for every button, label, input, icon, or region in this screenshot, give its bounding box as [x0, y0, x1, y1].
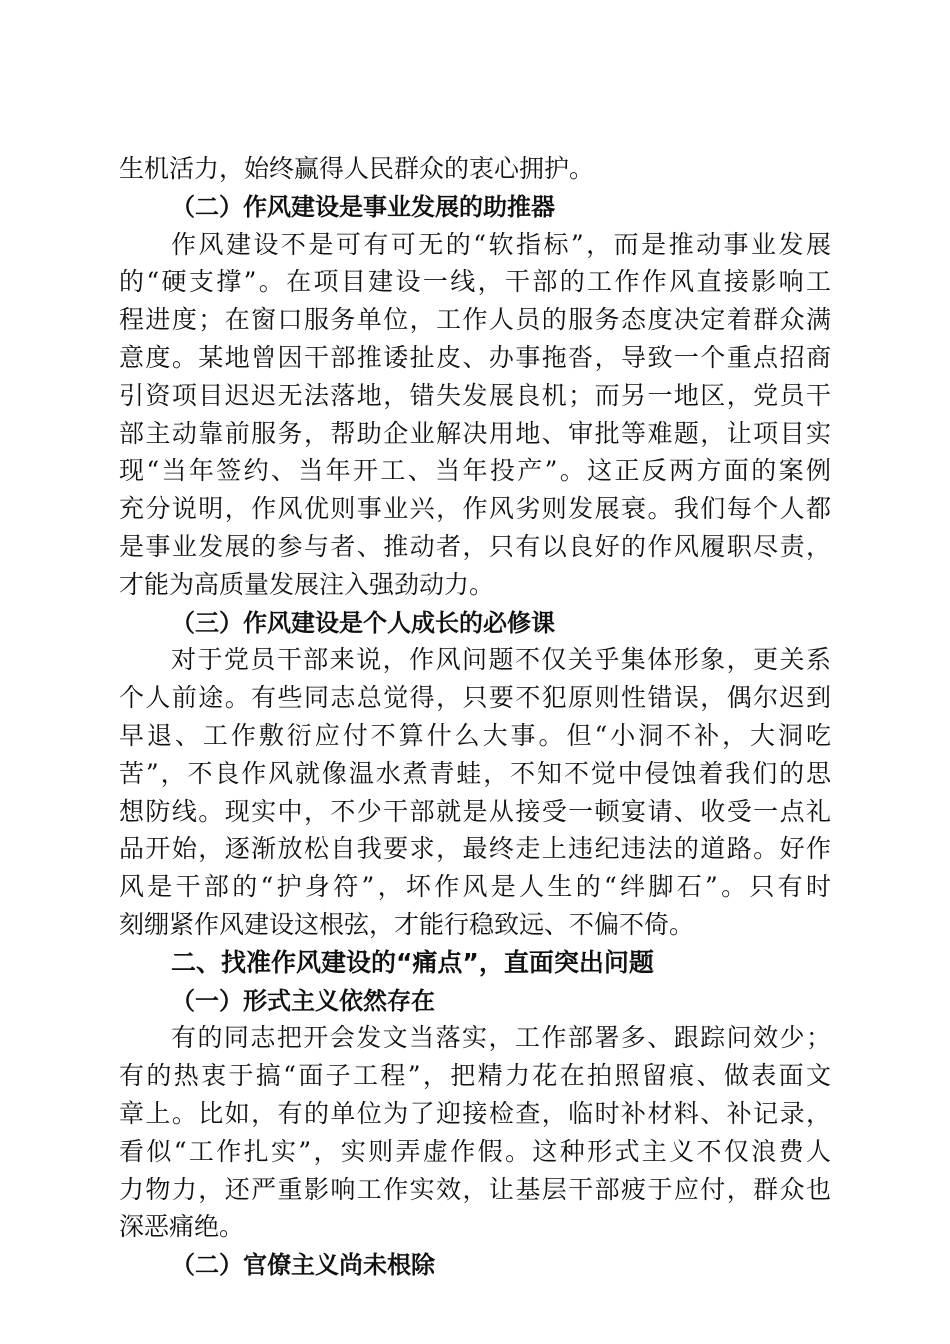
paragraph-first-line: 有的同志把开会发文当落实，工作部署多、跟踪问效少；	[171, 1023, 831, 1053]
paragraph-line: 充分说明，作风优则事业兴，作风劣则发展衰。我们每个人都	[119, 494, 831, 524]
paragraph-line: 部主动靠前服务，帮助企业解决用地、审批等难题，让项目实	[119, 418, 831, 448]
paragraph-line: 章上。比如，有的单位为了迎接检查，临时补材料、补记录，	[119, 1098, 831, 1128]
paragraph-last-line: 刻绷紧作风建设这根弦，才能行稳致远、不偏不倚。	[119, 909, 695, 939]
paragraph-first-line: 对于党员干部来说，作风问题不仅关乎集体形象，更关系	[171, 645, 831, 675]
subsection-heading: （三）作风建设是个人成长的必修课	[171, 607, 555, 637]
paragraph-line: 风是干部的“护身符”，坏作风是人生的“绊脚石”。只有时	[119, 872, 831, 902]
paragraph-line: 是事业发展的参与者、推动者，只有以良好的作风履职尽责，	[119, 531, 831, 561]
paragraph-line: 个人前途。有些同志总觉得，只要不犯原则性错误，偶尔迟到	[119, 683, 831, 713]
subsection-heading: （二）官僚主义尚未根除	[171, 1250, 435, 1280]
paragraph-line: 引资项目迟迟无法落地，错失发展良机；而另一地区，党员干	[119, 380, 831, 410]
paragraph-line: 力物力，还严重影响工作实效，让基层干部疲于应付，群众也	[119, 1174, 831, 1204]
paragraph-line: 早退、工作敷衍应付不算什么大事。但“小洞不补，大洞吃	[119, 720, 831, 750]
paragraph-line: 的“硬支撑”。在项目建设一线，干部的工作作风直接影响工	[119, 267, 831, 297]
paragraph-line: 品开始，逐渐放松自我要求，最终走上违纪违法的道路。好作	[119, 834, 831, 864]
subsection-heading: （一）形式主义依然存在	[171, 985, 435, 1015]
paragraph-line: 意度。某地曾因干部推诿扯皮、办事拖沓，导致一个重点招商	[119, 342, 831, 372]
paragraph-line: 想防线。现实中，不少干部就是从接受一顿宴请、收受一点礼	[119, 796, 831, 826]
paragraph-line: 程进度；在窗口服务单位，工作人员的服务态度决定着群众满	[119, 305, 831, 335]
paragraph-last-line: 生机活力，始终赢得人民群众的衷心拥护。	[119, 154, 595, 183]
paragraph-first-line: 作风建设不是可有可无的“软指标”，而是推动事业发展	[171, 229, 831, 259]
subsection-heading: （二）作风建设是事业发展的助推器	[171, 191, 555, 221]
paragraph-line: 苦”，不良作风就像温水煮青蛙，不知不觉中侵蚀着我们的思	[119, 758, 831, 788]
paragraph-line: 有的热衷于搞“面子工程”，把精力花在拍照留痕、做表面文	[119, 1061, 831, 1091]
document-body	[119, 150, 831, 1284]
section-heading: 二、找准作风建设的“痛点”，直面突出问题	[171, 947, 654, 977]
paragraph-last-line: 才能为高质量发展注入强劲动力。	[119, 569, 495, 599]
paragraph-last-line: 深恶痛绝。	[119, 1212, 245, 1242]
paragraph-line: 现“当年签约、当年开工、当年投产”。这正反两方面的案例	[119, 456, 831, 486]
paragraph-line: 看似“工作扎实”，实则弄虚作假。这种形式主义不仅浪费人	[119, 1136, 831, 1166]
